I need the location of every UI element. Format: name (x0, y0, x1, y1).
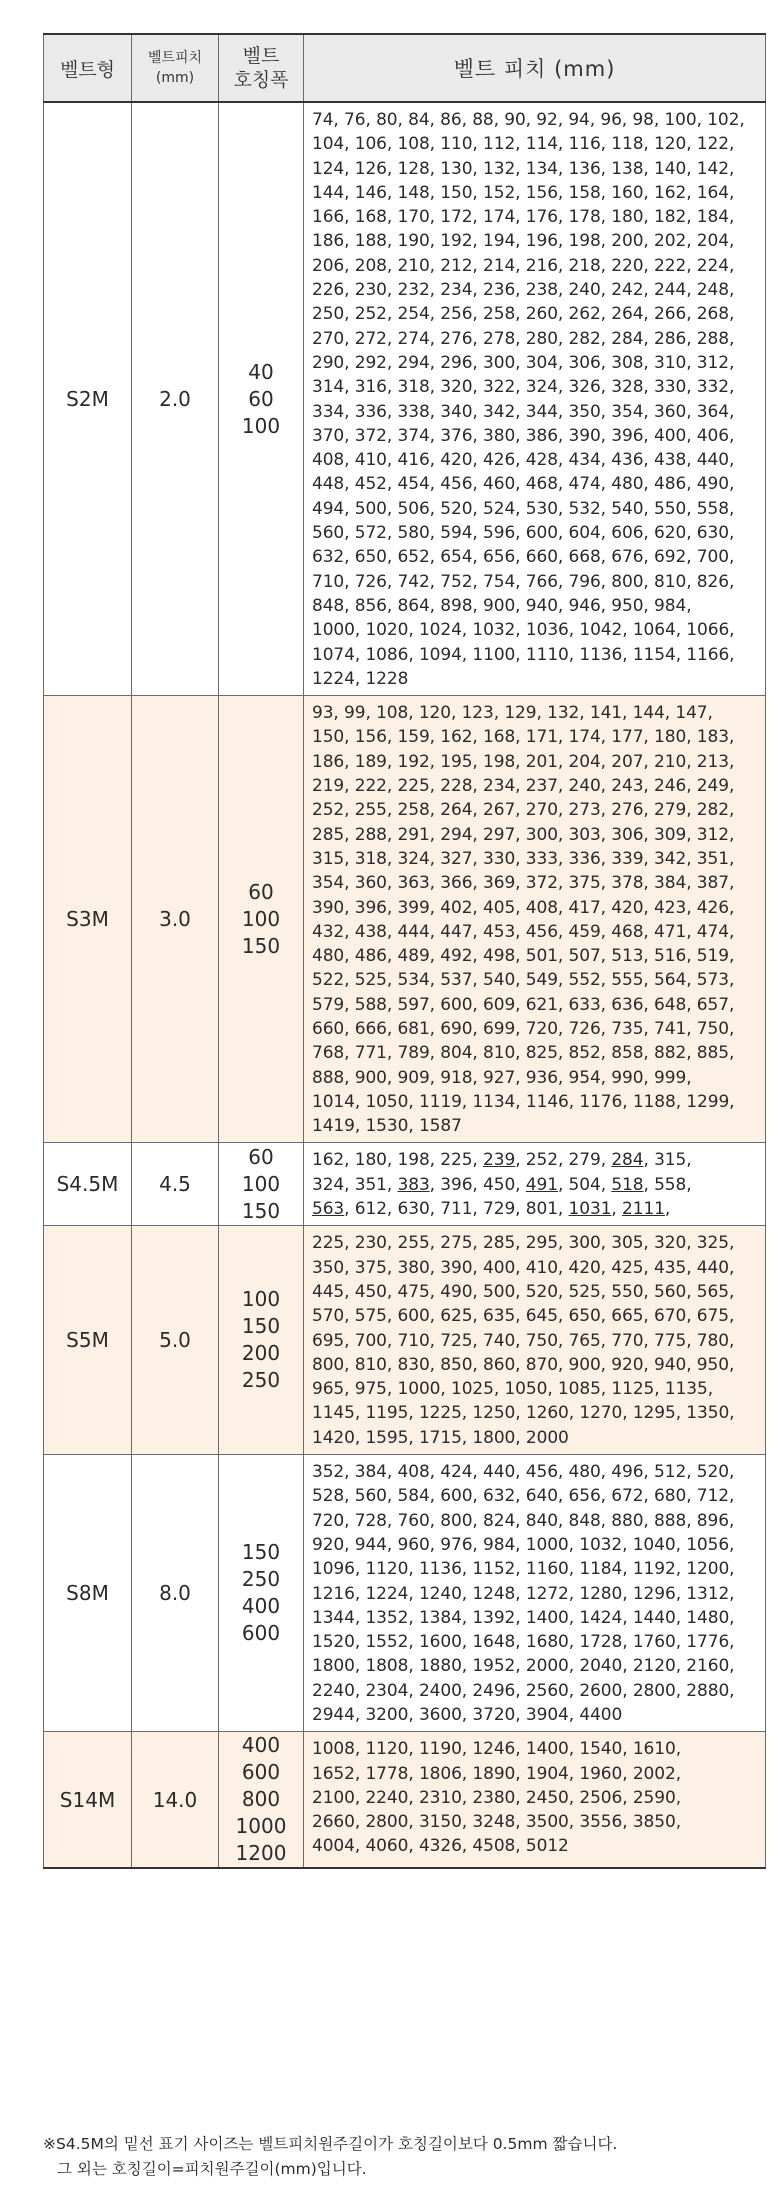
pitch-line: 290, 292, 294, 296, 300, 304, 306, 308, 310, 312, (312, 352, 735, 373)
belt-type-cell: S14M (44, 1732, 132, 1869)
pitch-line: 206, 208, 210, 212, 214, 216, 218, 220, 222, 224, (312, 255, 735, 276)
pitch-line: 563, 612, 630, 711, 729, 801, 1031, 2111, (312, 1199, 671, 1220)
pitch-line: 1419, 1530, 1587 (312, 1116, 462, 1137)
belt-pitch-cell: 14.0 (132, 1732, 219, 1869)
underlined-size: 518 (611, 1174, 644, 1195)
header-belt-pitch: 벨트피치 (mm) (132, 34, 219, 102)
nominal-width-cell: 40 60 100 (219, 102, 304, 696)
pitch-line: 632, 650, 652, 654, 656, 660, 668, 676, 692, 700, (312, 547, 735, 568)
underlined-size: 2111 (622, 1199, 665, 1220)
pitch-line: 2100, 2240, 2310, 2380, 2450, 2506, 2590, (312, 1787, 681, 1808)
underlined-size: 383 (397, 1174, 430, 1195)
pitch-line: 2944, 3200, 3600, 3720, 3904, 4400 (312, 1705, 623, 1725)
pitch-line: 285, 288, 291, 294, 297, 300, 303, 306, 309, 312, (312, 824, 735, 845)
pitch-line: 660, 666, 681, 690, 699, 720, 726, 735, 741, 750, (312, 1018, 735, 1039)
pitch-line: 93, 99, 108, 120, 123, 129, 132, 141, 144, 147, (312, 703, 713, 724)
pitch-line: 710, 726, 742, 752, 754, 766, 796, 800, 810, 826, (312, 571, 735, 592)
pitch-list-cell (304, 1226, 766, 1455)
pitch-list-cell (304, 1732, 766, 1869)
pitch-line: 888, 900, 909, 918, 927, 936, 954, 990, 999, (312, 1067, 692, 1088)
pitch-list-cell (304, 102, 766, 696)
footnote (43, 2132, 778, 2182)
pitch-line: 219, 222, 225, 228, 234, 237, 240, 243, 246, 249, (312, 776, 735, 797)
table-row (44, 1732, 766, 1869)
pitch-line: 560, 572, 580, 594, 596, 600, 604, 606, 620, 630, (312, 523, 735, 544)
pitch-line: 448, 452, 454, 456, 460, 468, 474, 480, 486, 490, (312, 474, 735, 495)
pitch-line: 225, 230, 255, 275, 285, 295, 300, 305, 320, 325, (312, 1233, 735, 1254)
pitch-line: 144, 146, 148, 150, 152, 156, 158, 160, 162, 164, (312, 182, 735, 203)
pitch-line: 494, 500, 506, 520, 524, 530, 532, 540, 550, 558, (312, 498, 735, 519)
pitch-list-cell (304, 696, 766, 1143)
pitch-line: 800, 810, 830, 850, 860, 870, 900, 920, 940, 950, (312, 1354, 735, 1375)
pitch-line: 1344, 1352, 1384, 1392, 1400, 1424, 1440, 1480, (312, 1607, 735, 1628)
pitch-line: 1216, 1224, 1240, 1248, 1272, 1280, 1296, 1312, (312, 1583, 735, 1604)
nominal-width-cell: 400 600 800 1000 1200 (219, 1732, 304, 1869)
header-nominal-width: 벨트 호칭폭 (219, 34, 304, 102)
table-row (44, 1226, 766, 1455)
belt-type-cell: S8M (44, 1455, 132, 1732)
pitch-line: 522, 525, 534, 537, 540, 549, 552, 555, 564, 573, (312, 970, 735, 991)
pitch-line: 848, 856, 864, 898, 900, 940, 946, 950, 984, (312, 595, 692, 616)
pitch-line: 74, 76, 80, 84, 86, 88, 90, 92, 94, 96, 98, 100, 102, (312, 110, 745, 130)
pitch-line: 2240, 2304, 2400, 2496, 2560, 2600, 2800, 2880, (312, 1680, 735, 1701)
pitch-line: 1008, 1120, 1190, 1246, 1400, 1540, 1610, (312, 1739, 681, 1760)
pitch-line: 1000, 1020, 1024, 1032, 1036, 1042, 1064, 1066, (312, 620, 735, 641)
footnote-line-1: ※S4.5M의 밑선 표기 사이즈는 벨트피치원주길이가 호칭길이보다 0.5mm 짧습니다. (43, 2135, 618, 2153)
pitch-line: 252, 255, 258, 264, 267, 270, 273, 276, 279, 282, (312, 800, 735, 821)
table-row (44, 696, 766, 1143)
belt-type-cell: S3M (44, 696, 132, 1143)
pitch-line: 226, 230, 232, 234, 236, 238, 240, 242, 244, 248, (312, 280, 735, 301)
table-header-row (44, 34, 766, 102)
footnote-line-2: 그 외는 호칭길이=피치원주길이(mm)입니다. (57, 2160, 367, 2178)
table-row (44, 1143, 766, 1226)
belt-pitch-cell: 5.0 (132, 1226, 219, 1455)
pitch-line: 4004, 4060, 4326, 4508, 5012 (312, 1836, 569, 1857)
pitch-line: 270, 272, 274, 276, 278, 280, 282, 284, 286, 288, (312, 328, 735, 349)
pitch-line: 579, 588, 597, 600, 609, 621, 633, 636, 648, 657, (312, 994, 735, 1015)
pitch-line: 124, 126, 128, 130, 132, 134, 136, 138, 140, 142, (312, 158, 735, 179)
pitch-line: 1420, 1595, 1715, 1800, 2000 (312, 1427, 569, 1448)
underlined-size: 239 (483, 1150, 516, 1171)
pitch-line: 445, 450, 475, 490, 500, 520, 525, 550, 560, 565, (312, 1281, 735, 1302)
pitch-list-cell (304, 1143, 766, 1226)
underlined-size: 1031 (568, 1199, 612, 1220)
pitch-line: 432, 438, 444, 447, 453, 456, 459, 468, 471, 474, (312, 921, 735, 942)
pitch-line: 186, 189, 192, 195, 198, 201, 204, 207, 210, 213, (312, 751, 735, 772)
header-belt-pitches: 벨트 피치 (mm) (304, 34, 766, 102)
belt-pitch-cell: 3.0 (132, 696, 219, 1143)
underlined-size: 491 (525, 1174, 558, 1195)
pitch-line: 920, 944, 960, 976, 984, 1000, 1032, 1040, 1056, (312, 1534, 735, 1555)
pitch-line: 1014, 1050, 1119, 1134, 1146, 1176, 1188, 1299, (312, 1091, 735, 1112)
pitch-line: 166, 168, 170, 172, 174, 176, 178, 180, 182, 184, (312, 207, 735, 228)
belt-pitch-cell: 2.0 (132, 102, 219, 696)
belt-type-cell: S5M (44, 1226, 132, 1455)
pitch-line: 1096, 1120, 1136, 1152, 1160, 1184, 1192, 1200, (312, 1559, 735, 1580)
pitch-line: 480, 486, 489, 492, 498, 501, 507, 513, 516, 519, (312, 946, 735, 967)
pitch-line: 324, 351, 383, 396, 450, 491, 504, 518, 558, (312, 1174, 692, 1195)
pitch-line: 186, 188, 190, 192, 194, 196, 198, 200, 202, 204, (312, 231, 735, 252)
pitch-line: 150, 156, 159, 162, 168, 171, 174, 177, 180, 183, (312, 727, 735, 748)
pitch-line: 162, 180, 198, 225, 239, 252, 279, 284, 315, (312, 1150, 692, 1171)
pitch-line: 528, 560, 584, 600, 632, 640, 656, 672, 680, 712, (312, 1486, 735, 1507)
nominal-width-cell: 60 100 150 (219, 1143, 304, 1226)
belt-type-cell: S2M (44, 102, 132, 696)
header-belt-type: 벨트형 (44, 34, 132, 102)
underlined-size: 284 (611, 1150, 644, 1171)
pitch-line: 314, 316, 318, 320, 322, 324, 326, 328, 330, 332, (312, 377, 735, 398)
nominal-width-cell: 60 100 150 (219, 696, 304, 1143)
underlined-size: 563 (312, 1199, 345, 1220)
pitch-line: 1652, 1778, 1806, 1890, 1904, 1960, 2002, (312, 1763, 681, 1784)
pitch-line: 1224, 1228 (312, 668, 409, 689)
pitch-line: 965, 975, 1000, 1025, 1050, 1085, 1125, 1135, (312, 1379, 714, 1400)
pitch-line: 390, 396, 399, 402, 405, 408, 417, 420, 423, 426, (312, 897, 735, 918)
pitch-line: 1074, 1086, 1094, 1100, 1110, 1136, 1154, 1166, (312, 644, 735, 665)
pitch-line: 250, 252, 254, 256, 258, 260, 262, 264, 266, 268, (312, 304, 735, 325)
belt-pitch-table (43, 33, 766, 1869)
pitch-line: 352, 384, 408, 424, 440, 456, 480, 496, 512, 520, (312, 1462, 735, 1483)
table-row (44, 102, 766, 696)
pitch-line: 2660, 2800, 3150, 3248, 3500, 3556, 3850, (312, 1812, 681, 1833)
pitch-line: 408, 410, 416, 420, 426, 428, 434, 436, 438, 440, (312, 450, 735, 471)
pitch-line: 1145, 1195, 1225, 1250, 1260, 1270, 1295, 1350, (312, 1403, 735, 1424)
pitch-line: 1520, 1552, 1600, 1648, 1680, 1728, 1760, 1776, (312, 1632, 735, 1653)
belt-pitch-cell: 4.5 (132, 1143, 219, 1226)
pitch-line: 104, 106, 108, 110, 112, 114, 116, 118, 120, 122, (312, 134, 735, 155)
pitch-list-cell (304, 1455, 766, 1732)
belt-pitch-cell: 8.0 (132, 1455, 219, 1732)
pitch-line: 720, 728, 760, 800, 824, 840, 848, 880, 888, 896, (312, 1510, 735, 1531)
belt-type-cell: S4.5M (44, 1143, 132, 1226)
pitch-line: 1800, 1808, 1880, 1952, 2000, 2040, 2120, 2160, (312, 1656, 735, 1677)
pitch-line: 695, 700, 710, 725, 740, 750, 765, 770, 775, 780, (312, 1330, 735, 1351)
pitch-line: 570, 575, 600, 625, 635, 645, 650, 665, 670, 675, (312, 1306, 735, 1327)
pitch-line: 370, 372, 374, 376, 380, 386, 390, 396, 400, 406, (312, 425, 735, 446)
pitch-line: 334, 336, 338, 340, 342, 344, 350, 354, 360, 364, (312, 401, 735, 422)
pitch-line: 315, 318, 324, 327, 330, 333, 336, 339, 342, 351, (312, 848, 735, 869)
pitch-line: 354, 360, 363, 366, 369, 372, 375, 378, 384, 387, (312, 873, 735, 894)
table-row (44, 1455, 766, 1732)
belt-pitch-table-container (43, 33, 765, 1869)
pitch-line: 768, 771, 789, 804, 810, 825, 852, 858, 882, 885, (312, 1043, 735, 1064)
table-body (44, 102, 766, 1868)
nominal-width-cell: 150 250 400 600 (219, 1455, 304, 1732)
pitch-line: 350, 375, 380, 390, 400, 410, 420, 425, 435, 440, (312, 1257, 735, 1278)
nominal-width-cell: 100 150 200 250 (219, 1226, 304, 1455)
